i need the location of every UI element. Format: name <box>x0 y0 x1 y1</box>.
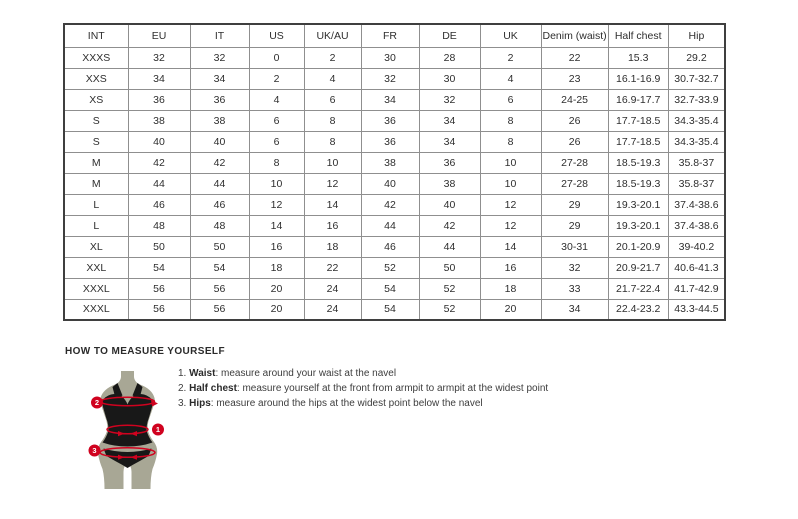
column-header-hip: Hip <box>668 24 725 47</box>
size-cell: 35.8-37 <box>668 173 725 194</box>
step-text: : measure around your waist at the navel <box>215 368 397 379</box>
size-cell: 38 <box>419 173 480 194</box>
size-table-container <box>63 23 726 321</box>
size-cell: 17.7-18.5 <box>608 131 668 152</box>
size-cell: 18 <box>480 278 541 299</box>
size-cell: 28 <box>419 47 480 68</box>
size-cell: 30 <box>361 47 419 68</box>
size-cell: 36 <box>361 110 419 131</box>
size-cell: S <box>64 110 128 131</box>
figure-illustration <box>84 371 170 491</box>
size-cell: 46 <box>128 194 190 215</box>
column-header-uk: UK <box>480 24 541 47</box>
step-number: 1. <box>178 368 187 379</box>
size-cell: 29.2 <box>668 47 725 68</box>
size-cell: 34 <box>419 110 480 131</box>
table-row <box>64 131 725 152</box>
column-header-eu: EU <box>128 24 190 47</box>
size-cell: 40 <box>190 131 249 152</box>
size-cell: 54 <box>190 257 249 278</box>
size-cell: 30-31 <box>541 236 608 257</box>
size-cell: 6 <box>249 131 304 152</box>
size-cell: 42 <box>419 215 480 236</box>
size-cell: 50 <box>419 257 480 278</box>
size-cell: XXL <box>64 257 128 278</box>
size-cell: 35.8-37 <box>668 152 725 173</box>
table-row <box>64 257 725 278</box>
size-cell: 21.7-22.4 <box>608 278 668 299</box>
size-cell: 46 <box>190 194 249 215</box>
size-cell: 48 <box>190 215 249 236</box>
measure-step-2 <box>178 381 548 396</box>
size-cell: 36 <box>419 152 480 173</box>
size-cell: L <box>64 194 128 215</box>
size-cell: 30 <box>419 68 480 89</box>
size-cell: 50 <box>128 236 190 257</box>
size-cell: 56 <box>128 278 190 299</box>
column-header-fr: FR <box>361 24 419 47</box>
size-cell: 4 <box>480 68 541 89</box>
measure-steps-list <box>178 366 548 411</box>
step-label: Half chest <box>189 383 237 394</box>
size-cell: 16 <box>249 236 304 257</box>
size-cell: 18 <box>304 236 361 257</box>
size-cell: 6 <box>304 89 361 110</box>
size-cell: 32 <box>541 257 608 278</box>
size-cell: 0 <box>249 47 304 68</box>
size-cell: 14 <box>304 194 361 215</box>
size-cell: 16.1-16.9 <box>608 68 668 89</box>
measure-section-title: HOW TO MEASURE YOURSELF <box>65 346 225 357</box>
size-cell: 38 <box>361 152 419 173</box>
size-cell: XXS <box>64 68 128 89</box>
size-cell: 20 <box>480 299 541 320</box>
table-row <box>64 194 725 215</box>
step-number: 3. <box>178 398 187 409</box>
size-cell: 30.7-32.7 <box>668 68 725 89</box>
size-cell: 4 <box>249 89 304 110</box>
table-row <box>64 299 725 320</box>
size-cell: 36 <box>361 131 419 152</box>
size-cell: 38 <box>190 110 249 131</box>
step-text: : measure around the hips at the widest point below the navel <box>210 398 483 409</box>
size-cell: 52 <box>419 299 480 320</box>
size-cell: 18.5-19.3 <box>608 173 668 194</box>
size-cell: 38 <box>128 110 190 131</box>
size-cell: 42 <box>361 194 419 215</box>
size-cell: 12 <box>480 194 541 215</box>
table-body <box>64 47 725 320</box>
size-cell: 34 <box>541 299 608 320</box>
size-cell: 44 <box>361 215 419 236</box>
size-cell: 8 <box>480 131 541 152</box>
size-cell: 54 <box>361 299 419 320</box>
table-row <box>64 47 725 68</box>
size-cell: 12 <box>249 194 304 215</box>
size-cell: 18.5-19.3 <box>608 152 668 173</box>
size-cell: 34 <box>419 131 480 152</box>
size-conversion-table <box>63 23 726 321</box>
table-header <box>64 24 725 47</box>
size-cell: 8 <box>304 131 361 152</box>
size-cell: 40 <box>419 194 480 215</box>
size-cell: 48 <box>128 215 190 236</box>
mannequin-figure-svg <box>84 371 170 491</box>
size-cell: 20 <box>249 278 304 299</box>
size-cell: 22.4-23.2 <box>608 299 668 320</box>
size-cell: 20.9-21.7 <box>608 257 668 278</box>
column-header-half-chest: Half chest <box>608 24 668 47</box>
size-cell: 54 <box>361 278 419 299</box>
size-cell: 42 <box>190 152 249 173</box>
size-cell: 26 <box>541 131 608 152</box>
size-cell: 16.9-17.7 <box>608 89 668 110</box>
step-number: 2. <box>178 383 187 394</box>
size-cell: 16 <box>304 215 361 236</box>
size-cell: 2 <box>480 47 541 68</box>
size-cell: 52 <box>419 278 480 299</box>
size-cell: 44 <box>419 236 480 257</box>
size-cell: 32 <box>419 89 480 110</box>
measure-step-3 <box>178 396 548 411</box>
size-cell: 24 <box>304 299 361 320</box>
size-cell: 24 <box>304 278 361 299</box>
table-row <box>64 110 725 131</box>
size-cell: 20 <box>249 299 304 320</box>
size-cell: 12 <box>304 173 361 194</box>
column-header-de: DE <box>419 24 480 47</box>
size-cell: 32.7-33.9 <box>668 89 725 110</box>
size-cell: 34.3-35.4 <box>668 110 725 131</box>
size-cell: 52 <box>361 257 419 278</box>
size-cell: 29 <box>541 194 608 215</box>
size-cell: 54 <box>128 257 190 278</box>
size-cell: 2 <box>249 68 304 89</box>
size-cell: 19.3-20.1 <box>608 215 668 236</box>
size-cell: 4 <box>304 68 361 89</box>
step-text: : measure yourself at the front from armpit to armpit at the widest point <box>236 383 549 394</box>
size-cell: 56 <box>190 278 249 299</box>
size-cell: 44 <box>128 173 190 194</box>
size-cell: 16 <box>480 257 541 278</box>
size-cell: 24-25 <box>541 89 608 110</box>
size-cell: 10 <box>304 152 361 173</box>
size-cell: 2 <box>304 47 361 68</box>
size-cell: 40.6-41.3 <box>668 257 725 278</box>
size-cell: 34 <box>190 68 249 89</box>
size-cell: 50 <box>190 236 249 257</box>
marker-3-number: 3 <box>92 446 97 456</box>
table-row <box>64 68 725 89</box>
size-cell: 12 <box>480 215 541 236</box>
size-cell: 8 <box>480 110 541 131</box>
size-cell: 40 <box>361 173 419 194</box>
measure-step-1 <box>178 366 548 381</box>
column-header-us: US <box>249 24 304 47</box>
size-cell: XS <box>64 89 128 110</box>
size-cell: XL <box>64 236 128 257</box>
size-cell: 10 <box>480 173 541 194</box>
size-cell: M <box>64 152 128 173</box>
size-cell: 46 <box>361 236 419 257</box>
marker-1-number: 1 <box>155 425 161 435</box>
size-cell: 19.3-20.1 <box>608 194 668 215</box>
size-cell: 40 <box>128 131 190 152</box>
step-label: Hips <box>189 398 211 409</box>
size-cell: 34 <box>128 68 190 89</box>
size-cell: 6 <box>249 110 304 131</box>
table-row <box>64 89 725 110</box>
size-cell: 6 <box>480 89 541 110</box>
table-row <box>64 152 725 173</box>
size-cell: 33 <box>541 278 608 299</box>
table-row <box>64 173 725 194</box>
size-cell: 10 <box>480 152 541 173</box>
marker-2-number: 2 <box>94 398 100 408</box>
column-header-int: INT <box>64 24 128 47</box>
size-cell: 20.1-20.9 <box>608 236 668 257</box>
size-cell: 17.7-18.5 <box>608 110 668 131</box>
size-cell: 22 <box>541 47 608 68</box>
size-cell: 14 <box>480 236 541 257</box>
size-cell: 15.3 <box>608 47 668 68</box>
size-cell: 44 <box>190 173 249 194</box>
table-row <box>64 215 725 236</box>
column-header-it: IT <box>190 24 249 47</box>
column-header-denim-waist-: Denim (waist) <box>541 24 608 47</box>
size-cell: 29 <box>541 215 608 236</box>
size-cell: 37.4-38.6 <box>668 194 725 215</box>
size-cell: 32 <box>128 47 190 68</box>
size-cell: 34.3-35.4 <box>668 131 725 152</box>
step-label: Waist <box>189 368 216 379</box>
size-cell: 22 <box>304 257 361 278</box>
size-cell: 23 <box>541 68 608 89</box>
size-cell: 39-40.2 <box>668 236 725 257</box>
size-cell: M <box>64 173 128 194</box>
size-cell: 43.3-44.5 <box>668 299 725 320</box>
size-cell: 14 <box>249 215 304 236</box>
size-cell: 36 <box>128 89 190 110</box>
size-cell: 34 <box>361 89 419 110</box>
size-cell: 32 <box>361 68 419 89</box>
size-cell: XXXL <box>64 299 128 320</box>
size-cell: 42 <box>128 152 190 173</box>
size-cell: 56 <box>128 299 190 320</box>
size-cell: 37.4-38.6 <box>668 215 725 236</box>
size-cell: 41.7-42.9 <box>668 278 725 299</box>
size-cell: 8 <box>304 110 361 131</box>
size-cell: 27-28 <box>541 173 608 194</box>
size-cell: 26 <box>541 110 608 131</box>
size-cell: L <box>64 215 128 236</box>
table-row <box>64 278 725 299</box>
size-cell: S <box>64 131 128 152</box>
size-cell: 10 <box>249 173 304 194</box>
table-row <box>64 236 725 257</box>
size-cell: 32 <box>190 47 249 68</box>
size-cell: 56 <box>190 299 249 320</box>
size-cell: XXXL <box>64 278 128 299</box>
column-header-uk-au: UK/AU <box>304 24 361 47</box>
size-cell: XXXS <box>64 47 128 68</box>
size-cell: 36 <box>190 89 249 110</box>
size-cell: 18 <box>249 257 304 278</box>
size-cell: 27-28 <box>541 152 608 173</box>
size-cell: 8 <box>249 152 304 173</box>
